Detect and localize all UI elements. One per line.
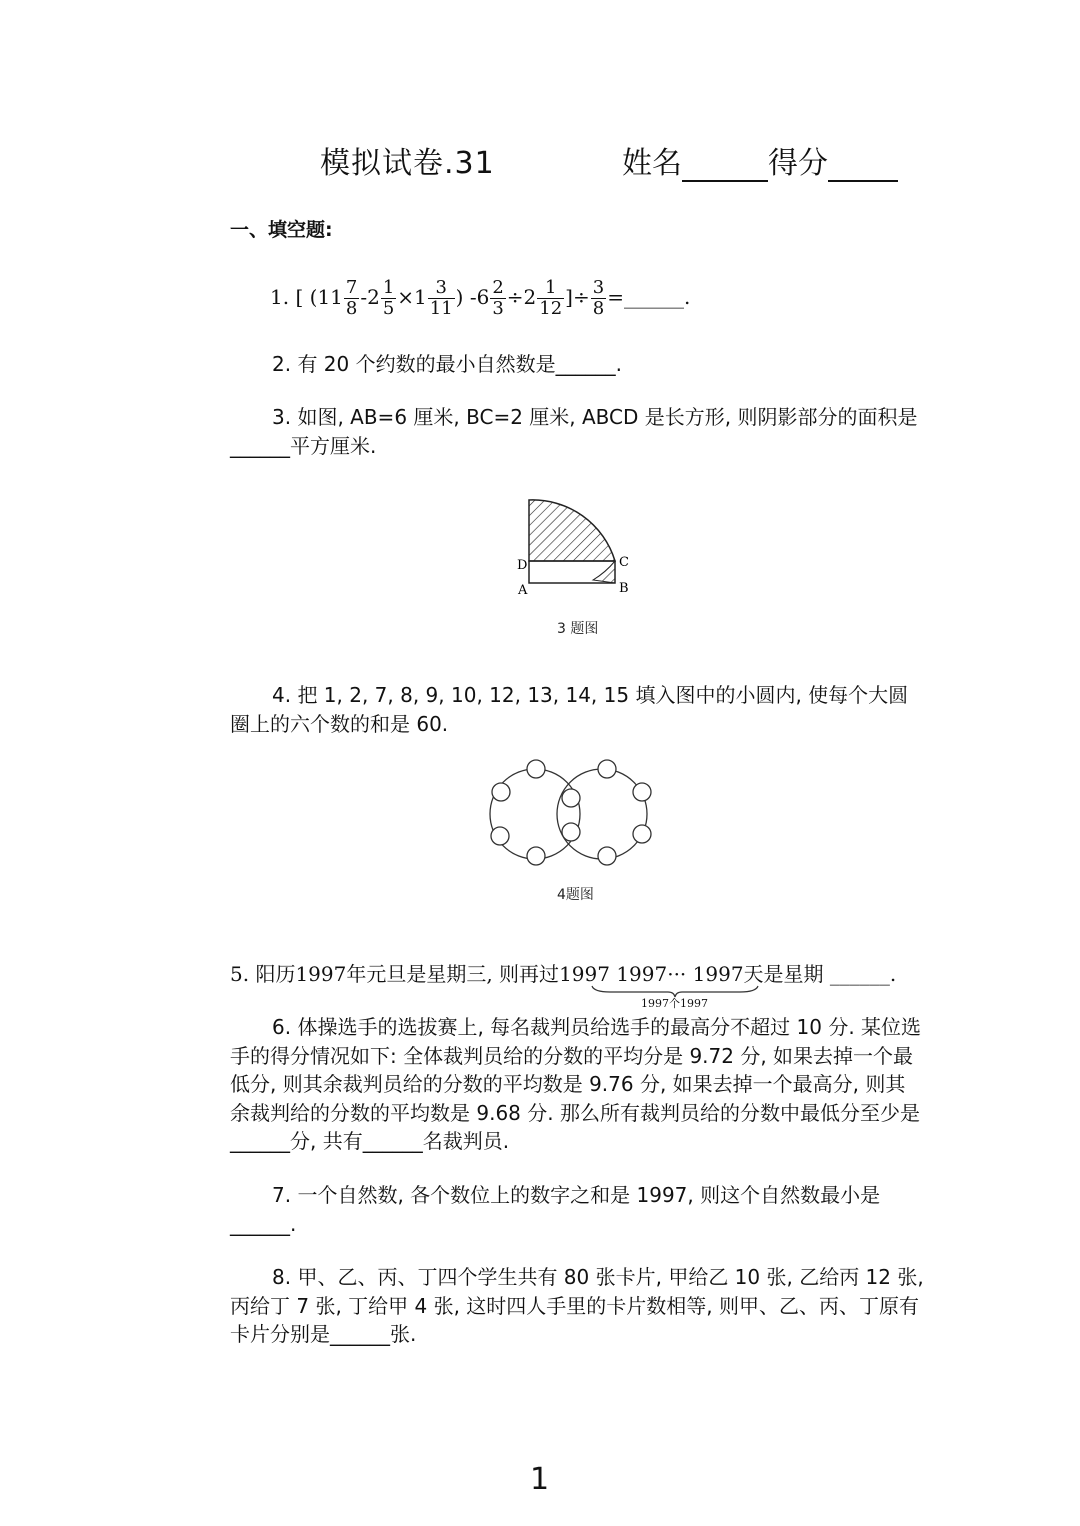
q1-whole1: 11	[317, 285, 343, 309]
q3-quarter-circle-shaded	[529, 500, 615, 561]
question-4: 4. 把 1, 2, 7, 8, 9, 10, 12, 13, 14, 15 填入图中的小圆内, 使每个大圆圈上的六个数的和是 60.	[230, 683, 909, 736]
q5-brace-label: 1997个1997	[641, 997, 708, 1010]
q1-div1: ÷2	[506, 285, 537, 309]
q5-brace-text: 1997 1997··· 1997	[559, 962, 744, 986]
name-blank[interactable]	[682, 150, 768, 182]
q4-small-circle[interactable]	[491, 827, 509, 845]
q4-small-circle[interactable]	[527, 760, 545, 778]
q1-close-bracket: ]÷	[565, 285, 590, 309]
q4-small-circle[interactable]	[598, 760, 616, 778]
q1-fraction-5: $\frac{1}{12}$	[539, 277, 563, 319]
question-3: 3. 如图, AB=6 厘米, BC=2 厘米, ABCD 是长方形, 则阴影部分的面积是______平方厘米.	[230, 405, 918, 458]
q1-fraction-3: $\frac{3}{11}$	[429, 277, 453, 319]
page-number: 1	[530, 1462, 550, 1497]
question-5	[230, 958, 896, 987]
question-1	[270, 278, 690, 319]
q3-label-a: A	[518, 583, 528, 598]
name-label: 姓名	[622, 146, 682, 181]
q1-ending: =______.	[607, 285, 691, 309]
question-8: 8. 甲、乙、丙、丁四个学生共有 80 张卡片, 甲给乙 10 张, 乙给丙 12 张, 丙给丁 7 张, 丁给甲 4 张, 这时四人手里的卡片数相等, 则甲、乙、丙、丁原有卡片分别是______张.	[230, 1265, 924, 1346]
q4-caption: 4题图	[557, 887, 594, 903]
q4-small-circle[interactable]	[633, 783, 651, 801]
q3-figure	[505, 490, 645, 605]
q5-suffix: 天是星期 ______.	[743, 962, 897, 986]
q4-figure	[480, 755, 680, 875]
q3-small-shaded-corner	[593, 561, 615, 583]
section-heading: 一、填空题:	[230, 219, 333, 241]
q1-open-paren: (	[309, 285, 318, 309]
q3-label-d: D	[517, 558, 528, 573]
score-blank[interactable]	[828, 150, 898, 182]
q4-small-circle[interactable]	[492, 783, 510, 801]
q4-small-circle[interactable]	[527, 847, 545, 865]
q1-fraction-6: $\frac{3}{8}$	[592, 277, 605, 319]
q4-small-circle[interactable]	[633, 825, 651, 843]
question-6: 6. 体操选手的选拔赛上, 每名裁判员给选手的最高分不超过 10 分. 某位选手的得分情况如下: 全体裁判员给的分数的平均分是 9.72 分, 如果去掉一个最低分, 则其余裁判员给的分数的平均数是 9.76 分, 如果去掉一个最高分, 则其余裁判给的分数的平均数是 9.68 分. 那么所有裁判员给的分数中最低分至少是______分, 共有______名裁判员.	[230, 1015, 922, 1153]
question-2: 2. 有 20 个约数的最小自然数是______.	[272, 352, 622, 376]
q4-large-circle-left	[490, 769, 580, 859]
q1-close-paren: )	[455, 285, 464, 309]
q4-small-circle[interactable]	[598, 847, 616, 865]
q4-small-circle[interactable]	[562, 823, 580, 841]
q4-small-circle[interactable]	[562, 789, 580, 807]
q1-number: 1.	[270, 285, 290, 309]
q1-minus2: -6	[469, 285, 490, 309]
q1-open-bracket: [	[295, 285, 304, 309]
q4-large-circle-right	[557, 769, 647, 859]
q1-fraction-4: $\frac{2}{3}$	[492, 277, 504, 319]
q5-prefix: 5. 阳历1997年元旦是星期三, 则再过	[230, 962, 560, 986]
q3-label-b: B	[619, 581, 629, 596]
score-label: 得分	[768, 146, 828, 181]
q1-fraction-1: $\frac{7}{8}$	[345, 277, 358, 319]
q1-times: ×1	[397, 285, 427, 309]
page-title: 模拟试卷.31	[320, 146, 495, 181]
q1-minus1: -2	[360, 285, 380, 309]
q3-label-c: C	[619, 555, 629, 570]
name-score-line	[622, 138, 898, 182]
question-7: 7. 一个自然数, 各个数位上的数字之和是 1997, 则这个自然数最小是______.	[230, 1183, 881, 1236]
q1-fraction-2: $\frac{1}{5}$	[382, 277, 395, 319]
q3-caption: 3 题图	[557, 621, 599, 637]
